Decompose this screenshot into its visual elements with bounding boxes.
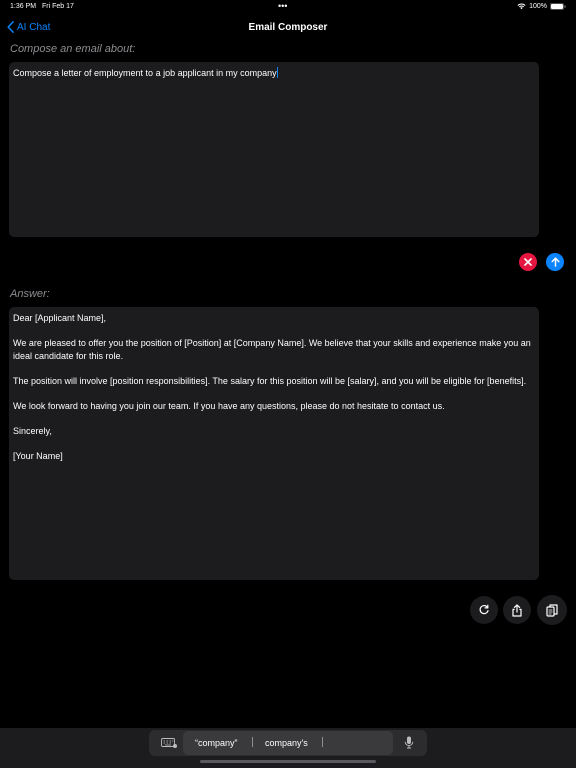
arrow-up-icon [551,257,560,267]
clear-button[interactable] [519,253,537,271]
answer-paragraph: Sincerely, [13,425,52,436]
prompt-label: Compose an email about: [10,43,136,55]
copy-icon [546,604,558,617]
home-indicator[interactable] [200,760,376,763]
answer-paragraph: We look forward to having you join our team. If you have any questions, please do not hesitate to contact us. [13,400,445,411]
reload-icon [478,604,490,616]
navigation-bar [0,14,576,42]
text-cursor [277,67,278,78]
suggestion-1[interactable]: “company” [195,738,238,748]
answer-paragraph: The position will involve [position responsibilities]. The salary for this position will be [salary], and you will be eligible for [benefits]. [13,375,527,386]
prompt-text-area[interactable] [9,62,539,237]
battery-percent: 100% [529,3,547,10]
share-icon [511,604,523,617]
prompt-text: Compose a letter of employment to a job applicant in my company [13,68,277,78]
status-date: Fri Feb 17 [42,3,74,10]
multitasking-dots[interactable]: ••• [278,1,288,11]
wifi-icon [517,3,526,10]
status-bar [0,0,576,14]
keyboard-icon[interactable] [161,738,177,748]
status-time: 1:36 PM [10,3,37,10]
send-button[interactable] [546,253,564,271]
suggestion-divider [322,737,323,747]
answer-text-area[interactable] [9,307,539,580]
page-title: Email Composer [248,22,328,33]
answer-paragraph: [Your Name] [13,450,63,461]
suggestion-divider [252,737,253,747]
share-button[interactable] [503,596,531,624]
copy-button[interactable] [537,595,567,625]
answer-paragraph: We are pleased to offer you the position of [Position] at [Company Name]. We believe that your skills and experience make you an ideal candidate for this role. [13,338,531,361]
microphone-icon[interactable] [404,736,414,749]
battery-icon [550,3,566,10]
x-icon [524,258,532,266]
regenerate-button[interactable] [470,596,498,624]
answer-label: Answer: [10,288,50,300]
suggestion-2[interactable]: company's [265,738,308,748]
back-button-label: AI Chat [17,21,51,33]
status-right-group [517,3,566,10]
answer-paragraph: Dear [Applicant Name], [13,313,107,323]
